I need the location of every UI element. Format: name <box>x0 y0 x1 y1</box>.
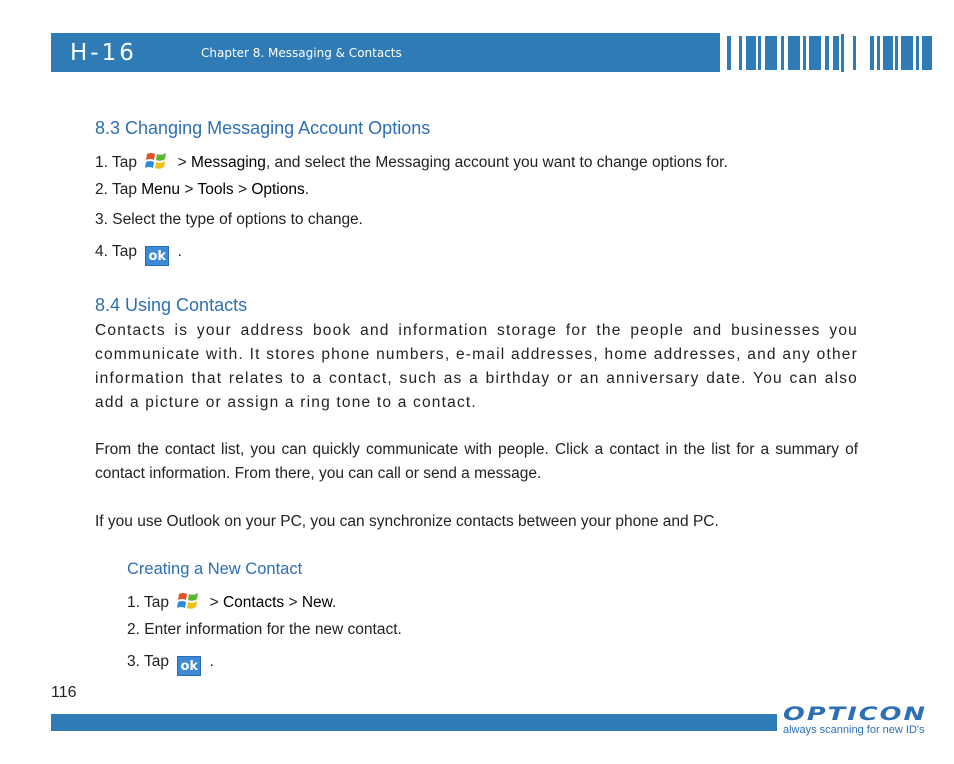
contacts-label: Contacts <box>222 594 285 611</box>
section-8-3-title: 8.3 Changing Messaging Account Options <box>95 118 431 138</box>
contacts-paragraph-3: If you use Outlook on your PC, you can synchronize contacts between your phone and PC. <box>95 513 719 530</box>
new-contact-title: Creating a New Contact <box>127 560 303 578</box>
step-8-3-1: 1. Tap > Messaging, and select the Messaging account you want to change options for. <box>95 150 728 175</box>
model-name: H-16 <box>70 40 137 66</box>
messaging-label: Messaging <box>190 154 266 171</box>
step-8-3-2: 2. Tap Menu > Tools > Options. <box>95 181 310 198</box>
contacts-paragraph-1: Contacts is your address book and information storage for the people and businesses you communicate with. It stores phone numbers, e-mail addresses, home addresses, and any other information that relates to a contact, such as a birthday or an anniversary date. You can also add a picture or assign a ring tone to a contact. <box>95 322 858 411</box>
step-new-contact-3: 3. Tap ok . <box>127 653 214 674</box>
opticon-logo <box>783 702 929 724</box>
tagline: always scanning for new ID's <box>783 724 925 736</box>
menu-label: Menu <box>141 181 181 198</box>
ok-icon: ok <box>177 656 201 676</box>
step-new-contact-2: 2. Enter information for the new contact. <box>127 621 402 638</box>
options-label: Options <box>251 181 305 198</box>
footer-bar <box>51 714 777 731</box>
ok-icon: ok <box>145 246 169 266</box>
step-8-3-4: 4. Tap ok . <box>95 243 182 264</box>
new-label: New <box>301 594 332 611</box>
svg-text:OPTICON: OPTICON <box>783 703 927 724</box>
windows-start-icon <box>145 150 169 172</box>
step-prefix: 1. Tap <box>95 154 137 171</box>
tools-label: Tools <box>197 181 234 198</box>
step-new-contact-1: 1. Tap > Contacts > New. <box>127 590 336 615</box>
contacts-paragraph-2: From the contact list, you can quickly communicate with people. Click a contact in the list for a summary of contact information. From there, you can call or send a message. <box>95 441 858 482</box>
windows-start-icon <box>177 590 201 612</box>
page-number: 116 <box>51 684 77 701</box>
step-8-3-3: 3. Select the type of options to change. <box>95 211 363 228</box>
section-8-4-title: 8.4 Using Contacts <box>95 295 248 315</box>
barcode-graphic <box>727 34 934 72</box>
chapter-title: Chapter 8. Messaging & Contacts <box>201 46 402 60</box>
